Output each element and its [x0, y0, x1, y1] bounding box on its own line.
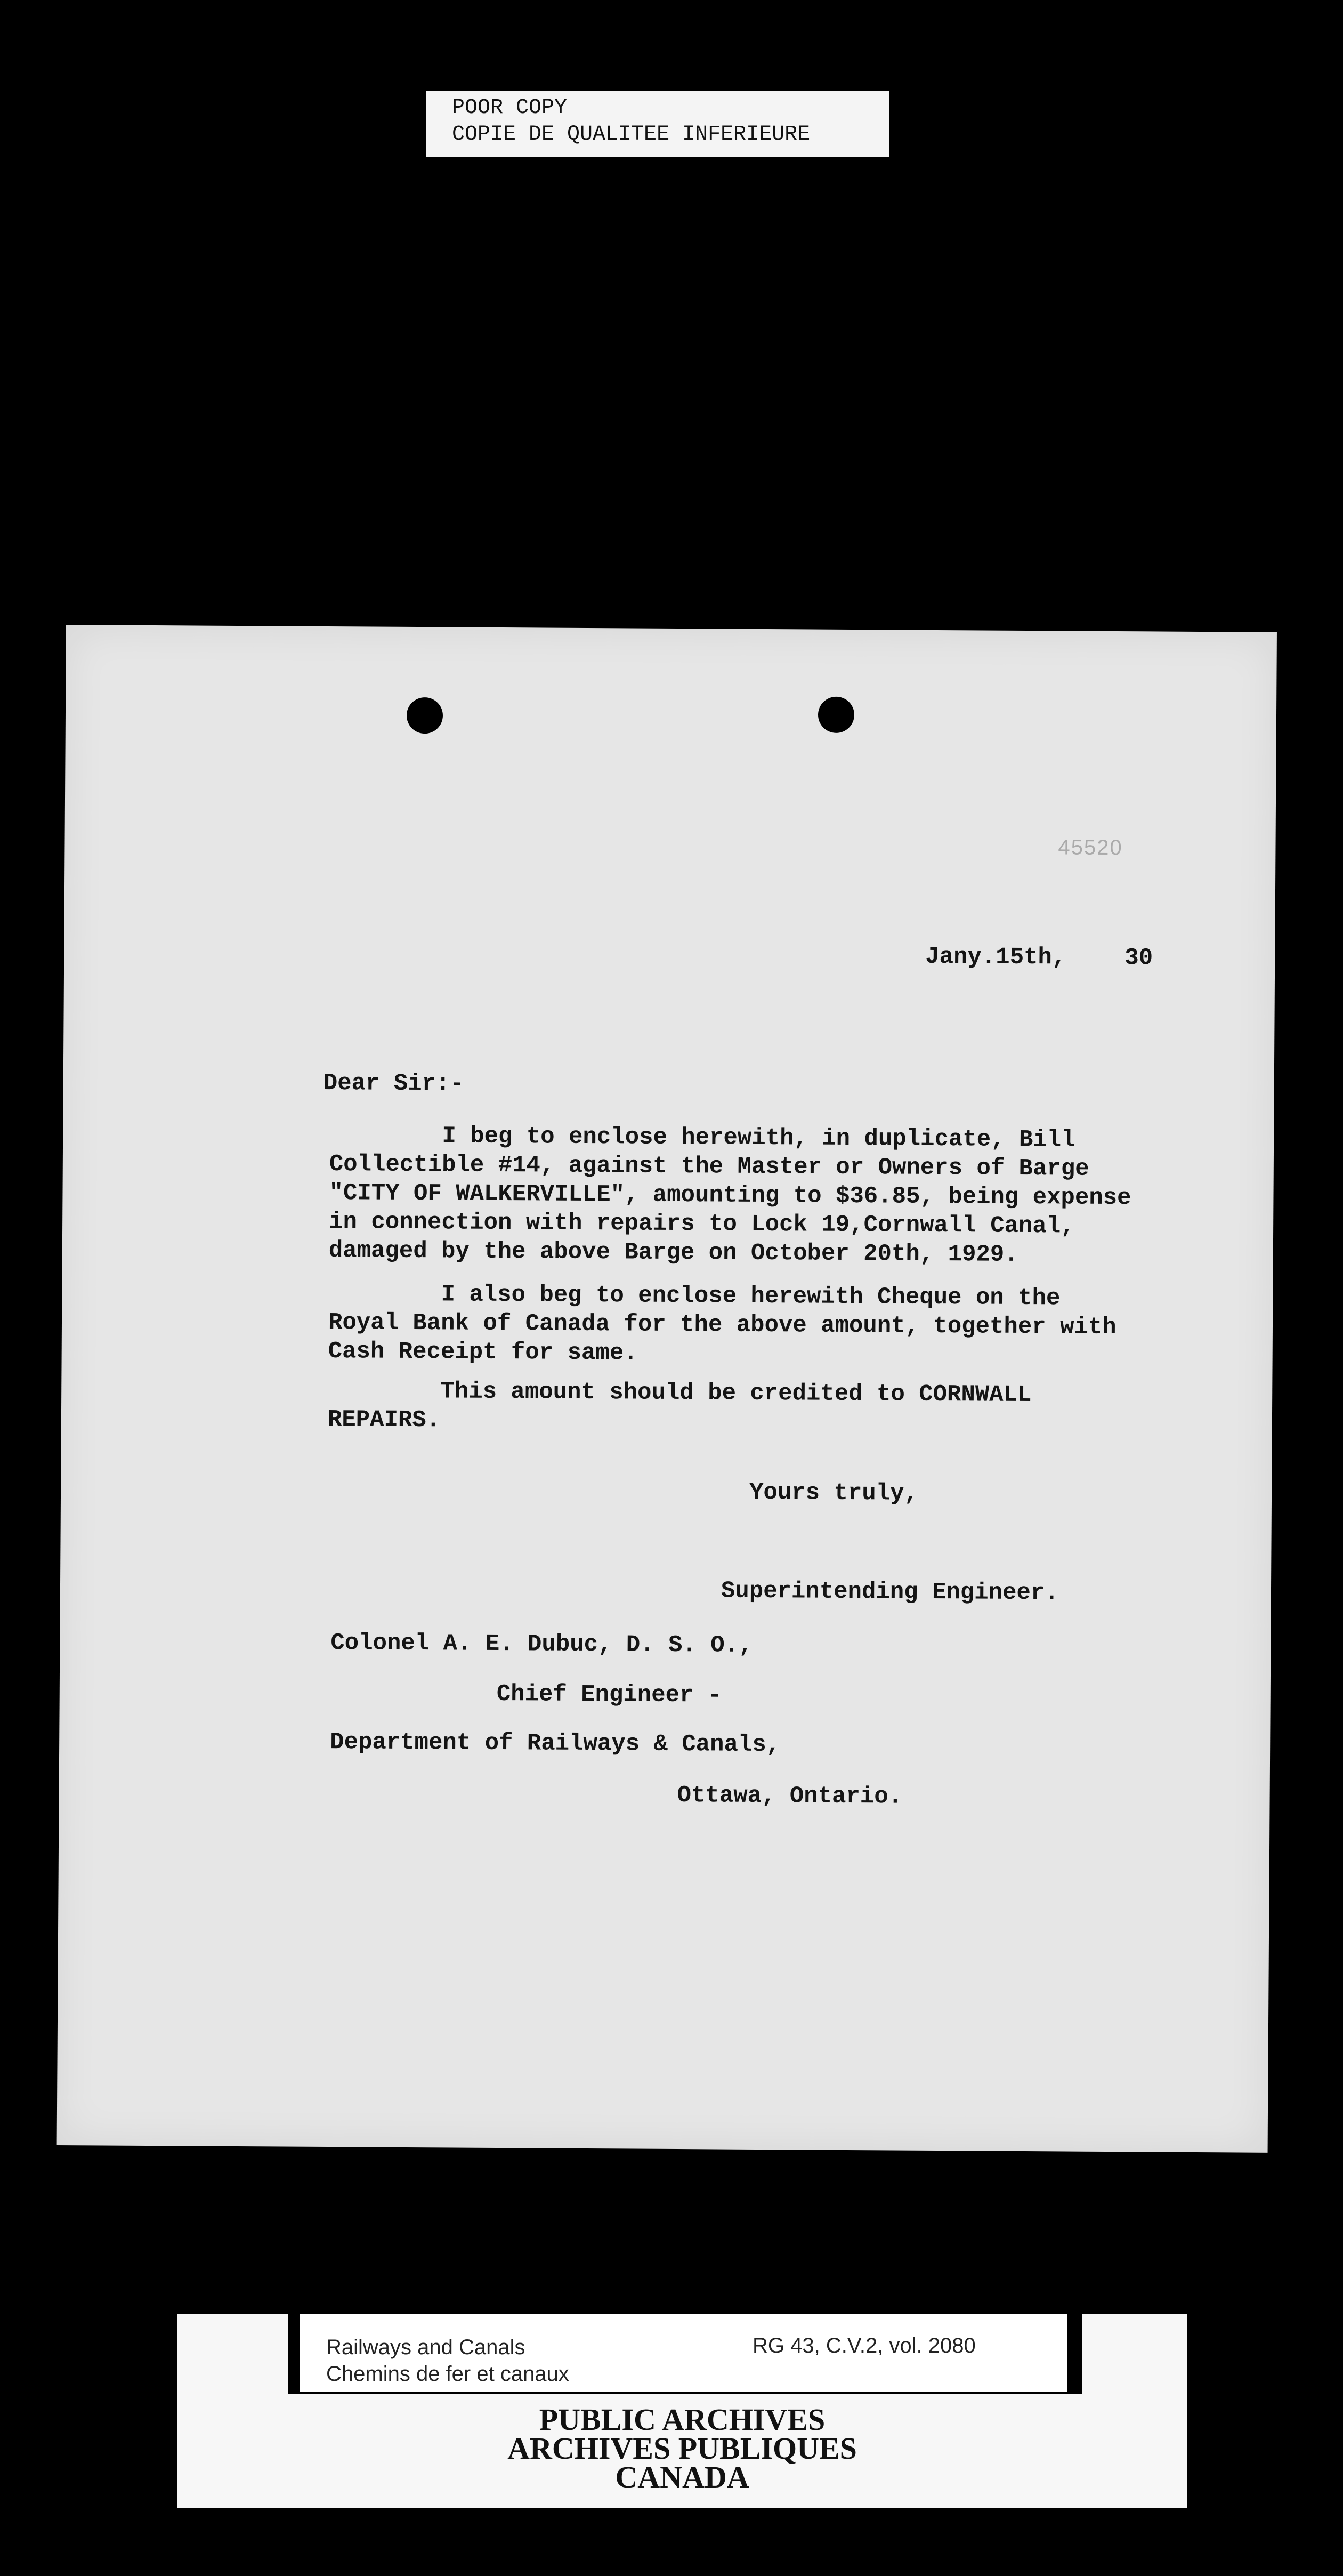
fonds-name-en: Railways and Canals — [326, 2336, 525, 2359]
text-line: damaged by the above Barge on October 20th, 1929. — [328, 1237, 1018, 1268]
closing: Yours truly, — [749, 1479, 919, 1507]
text-line: Royal Bank of Canada for the above amount, together with — [328, 1309, 1117, 1341]
text-line: Cash Receipt for same. — [328, 1338, 638, 1367]
poor-copy-line-fr: COPIE DE QUALITEE INFERIEURE — [452, 123, 811, 147]
poor-copy-line-en: POOR COPY — [452, 96, 568, 120]
punch-hole-left — [407, 697, 443, 734]
letter-sheet — [57, 625, 1277, 2153]
date-year: 30 — [1124, 945, 1153, 972]
salutation: Dear Sir:- — [323, 1069, 464, 1098]
archives-line-fr: ARCHIVES PUBLIQUES — [507, 2431, 857, 2466]
recipient-title: Chief Engineer - — [496, 1680, 722, 1709]
file-stamp-number: 45520 — [1058, 835, 1123, 860]
date-text: Jany.15th, — [925, 943, 1066, 971]
text-line: This amount should be credited to CORNWALL — [328, 1378, 1032, 1409]
poor-copy-notice — [426, 91, 889, 157]
fonds-name-fr: Chemins de fer et canaux — [326, 2362, 569, 2386]
text-line: REPAIRS. — [327, 1406, 441, 1434]
recipient-department: Department of Railways & Canals, — [330, 1729, 781, 1759]
text-line: I also beg to enclose herewith Cheque on the — [328, 1281, 1061, 1312]
archival-reference: RG 43, C.V.2, vol. 2080 — [753, 2334, 976, 2357]
text-line: "CITY OF WALKERVILLE", amounting to $36.85, being expense — [329, 1180, 1131, 1212]
signature-title: Superintending Engineer. — [721, 1577, 1059, 1607]
text-line: Collectible #14, against the Master or Owners of Barge — [329, 1151, 1089, 1182]
recipient-city: Ottawa, Ontario. — [677, 1782, 903, 1810]
paragraph-cheque — [328, 1279, 1117, 1371]
paragraph-enclosure — [329, 1121, 1132, 1270]
archive-footer — [177, 2314, 1187, 2508]
recipient-name: Colonel A. E. Dubuc, D. S. O., — [330, 1630, 753, 1659]
text-line: I beg to enclose herewith, in duplicate, Bill — [329, 1122, 1075, 1154]
letter-date — [925, 944, 1153, 972]
archives-line-country: CANADA — [615, 2460, 749, 2494]
archives-line-en: PUBLIC ARCHIVES — [539, 2402, 826, 2437]
fonds-name — [326, 2334, 569, 2387]
punch-hole-right — [818, 697, 854, 733]
text-line: in connection with repairs to Lock 19,Cornwall Canal, — [329, 1209, 1075, 1240]
paragraph-credit — [328, 1376, 1032, 1438]
archives-name — [177, 2402, 1187, 2494]
fonds-label — [300, 2314, 1067, 2392]
